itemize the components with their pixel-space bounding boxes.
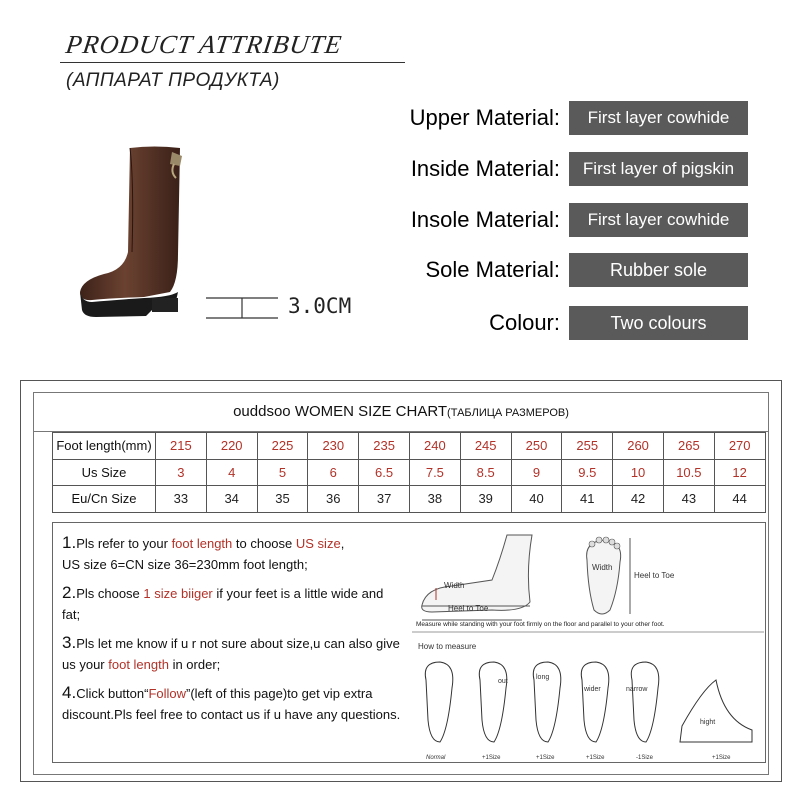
table-row-us-size bbox=[53, 459, 766, 486]
table-cell: 36 bbox=[308, 486, 359, 513]
attribute-sole-material bbox=[0, 253, 800, 287]
table-row-eu-cn-size bbox=[53, 486, 766, 513]
table-cell: 6.5 bbox=[359, 459, 410, 486]
attribute-value: First layer cowhide bbox=[569, 101, 748, 135]
width-label-top: Width bbox=[592, 563, 613, 572]
foot-label: +1Size bbox=[536, 755, 555, 761]
foot-label: +1Size bbox=[586, 755, 605, 761]
foot-label: +1Size bbox=[712, 755, 731, 761]
section-title: PRODUCT ATTRIBUTE bbox=[64, 30, 344, 59]
title-underline bbox=[60, 62, 405, 63]
section-subtitle: (АППАРАТ ПРОДУКТА) bbox=[66, 70, 280, 91]
attribute-value: Two colours bbox=[569, 306, 748, 340]
heel-to-toe-label: Heel to Toe bbox=[448, 604, 489, 613]
row-header: Eu/Cn Size bbox=[53, 486, 156, 513]
table-cell: 8.5 bbox=[460, 459, 511, 486]
table-cell: 9 bbox=[511, 459, 562, 486]
measure-instruction: Measure while standing with your foot firmly on the floor and parallel to your other foot. bbox=[416, 621, 665, 628]
table-cell: 250 bbox=[511, 433, 562, 460]
tip-4: 4.Click button“Follow”(left of this page)to get vip extra discount.Pls feel free to contact us if u have any questions. bbox=[62, 683, 401, 722]
table-cell: 245 bbox=[460, 433, 511, 460]
tip-1: 1.Pls refer to your foot length to choose US size, US size 6=CN size 36=230mm foot length; bbox=[62, 533, 345, 572]
attribute-value: First layer cowhide bbox=[569, 203, 748, 237]
table-cell: 35 bbox=[257, 486, 308, 513]
size-tips bbox=[62, 532, 402, 732]
attribute-colour bbox=[0, 306, 800, 340]
table-cell: 10.5 bbox=[663, 459, 714, 486]
row-header: Us Size bbox=[53, 459, 156, 486]
size-table bbox=[52, 432, 766, 513]
size-chart-title-main: ouddsoo WOMEN SIZE CHART bbox=[233, 403, 448, 420]
how-to-measure-label: How to measure bbox=[418, 642, 477, 651]
tag-hight: hight bbox=[700, 719, 716, 726]
table-cell: 4 bbox=[206, 459, 257, 486]
tag-wider: wider bbox=[584, 686, 601, 693]
table-cell: 9.5 bbox=[562, 459, 613, 486]
tip-2: 2.Pls choose 1 size biiger if your feet is a little wide and fat; bbox=[62, 583, 384, 622]
table-cell: 7.5 bbox=[409, 459, 460, 486]
tag-out: out bbox=[498, 678, 508, 685]
size-chart-title bbox=[33, 392, 769, 432]
table-cell: 220 bbox=[206, 433, 257, 460]
table-cell: 43 bbox=[663, 486, 714, 513]
table-cell: 230 bbox=[308, 433, 359, 460]
table-cell: 3 bbox=[156, 459, 207, 486]
table-cell: 225 bbox=[257, 433, 308, 460]
table-cell: 5 bbox=[257, 459, 308, 486]
table-cell: 33 bbox=[156, 486, 207, 513]
width-label: Width bbox=[444, 581, 465, 590]
table-cell: 215 bbox=[156, 433, 207, 460]
tip-3: 3.Pls let me know if u r not sure about size,u can also give us your foot length in order; bbox=[62, 633, 400, 672]
table-cell: 39 bbox=[460, 486, 511, 513]
attribute-label: Sole Material: bbox=[425, 257, 560, 282]
attribute-value: First layer of pigskin bbox=[569, 152, 748, 186]
table-cell: 42 bbox=[613, 486, 664, 513]
attribute-label: Colour: bbox=[489, 310, 560, 335]
heel-height-label: 3.0CM bbox=[288, 294, 352, 318]
table-cell: 270 bbox=[714, 433, 765, 460]
attribute-label: Upper Material: bbox=[409, 105, 560, 130]
foot-label-normal: Normal bbox=[426, 755, 446, 761]
table-cell: 41 bbox=[562, 486, 613, 513]
table-cell: 240 bbox=[409, 433, 460, 460]
measure-diagram bbox=[412, 530, 764, 762]
attribute-label: Inside Material: bbox=[410, 156, 560, 181]
table-cell: 265 bbox=[663, 433, 714, 460]
attribute-label: Insole Material: bbox=[410, 207, 560, 232]
table-cell: 38 bbox=[409, 486, 460, 513]
row-header: Foot length(mm) bbox=[53, 433, 156, 460]
attribute-value: Rubber sole bbox=[569, 253, 748, 287]
tag-long: long bbox=[536, 674, 550, 681]
table-cell: 34 bbox=[206, 486, 257, 513]
heel-to-toe-label-top: Heel to Toe bbox=[634, 571, 675, 580]
table-cell: 235 bbox=[359, 433, 410, 460]
attribute-upper-material bbox=[0, 101, 800, 135]
table-cell: 10 bbox=[613, 459, 664, 486]
foot-label: +1Size bbox=[482, 755, 501, 761]
foot-label: -1Size bbox=[636, 755, 654, 761]
table-row-foot-length bbox=[53, 433, 766, 460]
table-cell: 255 bbox=[562, 433, 613, 460]
size-chart-title-sub: (ТАБЛИЦА РАЗМЕРОВ) bbox=[447, 407, 569, 419]
table-cell: 37 bbox=[359, 486, 410, 513]
table-cell: 12 bbox=[714, 459, 765, 486]
table-cell: 40 bbox=[511, 486, 562, 513]
attribute-inside-material bbox=[0, 152, 800, 186]
table-cell: 44 bbox=[714, 486, 765, 513]
attribute-insole-material bbox=[0, 203, 800, 237]
table-cell: 6 bbox=[308, 459, 359, 486]
tag-narrow: narrow bbox=[626, 686, 648, 693]
table-cell: 260 bbox=[613, 433, 664, 460]
